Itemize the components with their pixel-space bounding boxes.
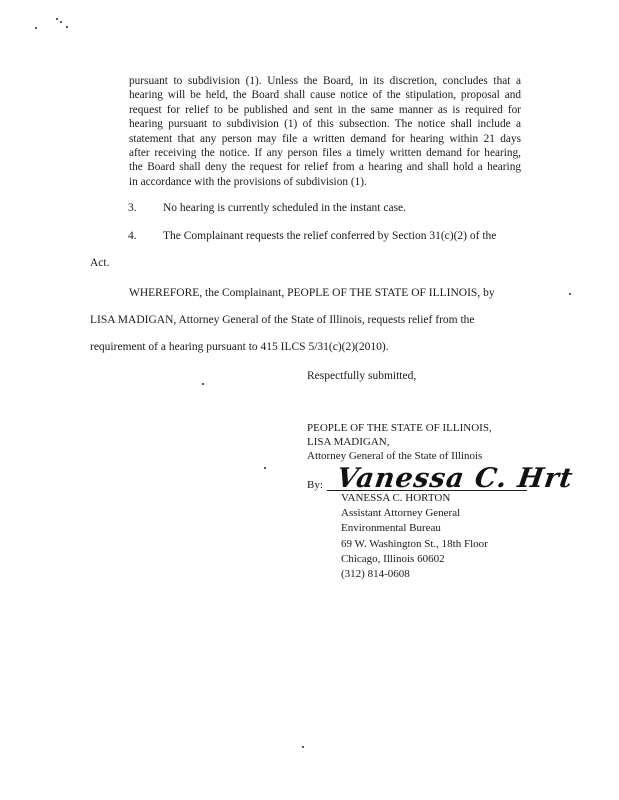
item-text: The Complainant requests the relief conferred by Section 31(c)(2) of the	[163, 230, 497, 242]
quote-line: pursuant to subdivision (1). Unless the Board, in its discretion, concludes that a	[129, 75, 521, 87]
attorney-name: LISA MADIGAN,	[307, 436, 390, 448]
wherefore-line: LISA MADIGAN, Attorney General of the State of Illinois, requests relief from the	[90, 314, 475, 326]
scan-speck	[264, 467, 266, 469]
quote-line: request for relief to be published and sent in the same manner as is required for	[129, 103, 521, 116]
scan-speck	[66, 26, 68, 28]
signer-name: VANESSA C. HORTON	[341, 492, 451, 504]
quote-line: in accordance with the provisions of subdivision (1).	[129, 175, 367, 188]
item-number: 4.	[128, 230, 137, 242]
quote-line: hearing pursuant to subdivision (1) of this subsection. The notice shall include a	[129, 118, 521, 131]
party-name: PEOPLE OF THE STATE OF ILLINOIS,	[307, 422, 492, 434]
quote-line: statement that any person may file a written demand for hearing within 21 days	[129, 132, 521, 145]
phone-number: (312) 814-0608	[341, 568, 410, 580]
wherefore-line: WHEREFORE, the Complainant, PEOPLE OF THE STATE OF ILLINOIS, by	[129, 287, 495, 299]
handwritten-signature: Vanessa C. Hrt	[334, 463, 576, 494]
scan-speck	[202, 383, 204, 385]
scan-speck	[302, 746, 304, 748]
item-text: No hearing is currently scheduled in the instant case.	[163, 202, 407, 214]
closing: Respectfully submitted,	[307, 370, 417, 382]
street-address: 69 W. Washington St., 18th Floor	[341, 538, 488, 550]
wherefore-line: requirement of a hearing pursuant to 415 ILCS 5/31(c)(2)(2010).	[90, 341, 389, 353]
by-label: By:	[307, 479, 323, 491]
signer-title: Assistant Attorney General	[341, 507, 461, 519]
scan-speck	[60, 21, 62, 23]
item-number: 3.	[128, 202, 137, 214]
city-address: Chicago, Illinois 60602	[341, 553, 445, 565]
attorney-title: Attorney General of the State of Illinois	[307, 450, 483, 462]
quoted-statute	[129, 74, 521, 189]
scan-speck	[35, 27, 37, 29]
bureau: Environmental Bureau	[341, 522, 441, 534]
quote-line: after receiving the notice. If any person files a timely written demand for hearing,	[129, 147, 521, 160]
item-continuation: Act.	[90, 257, 110, 269]
scan-speck	[569, 293, 571, 295]
quote-line: hearing will be held, the Board shall cause notice of the stipulation, proposal and	[129, 89, 521, 102]
quote-line: the Board shall deny the request for relief from a hearing and shall hold a hearing	[129, 161, 521, 174]
scan-speck	[56, 18, 58, 20]
signature-line	[327, 490, 527, 491]
